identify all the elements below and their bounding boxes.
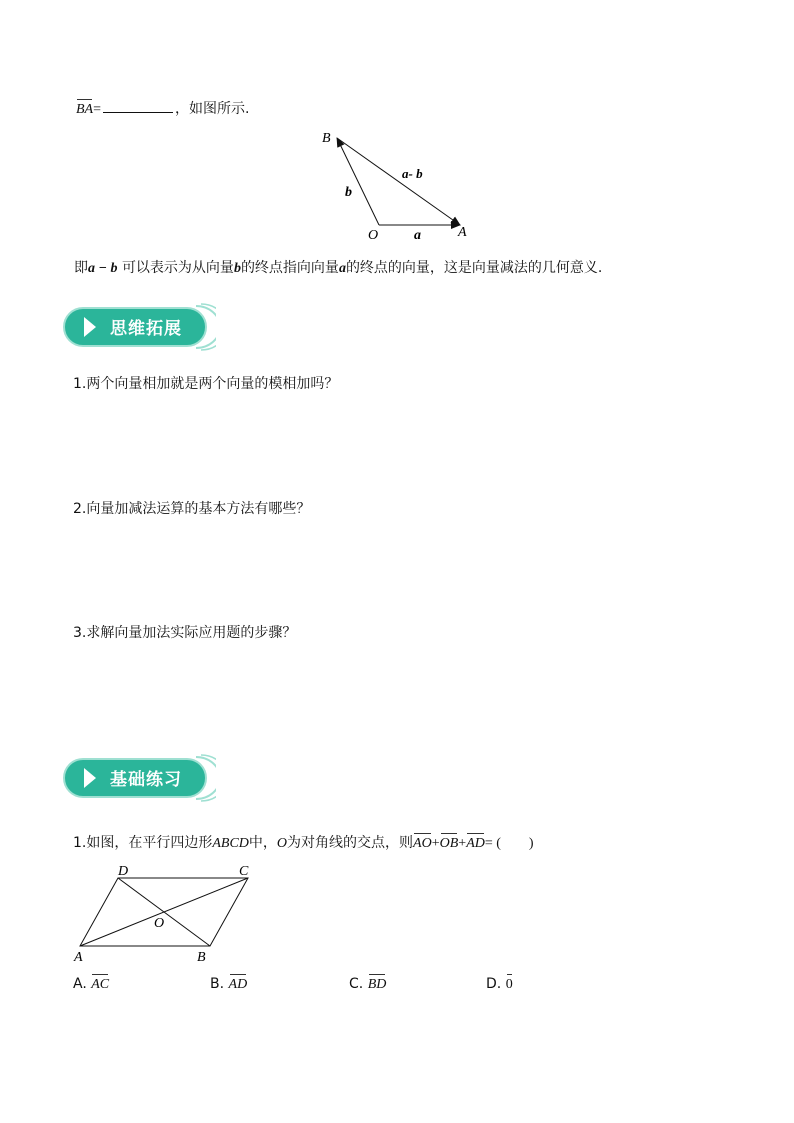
exercise-1-stem bbox=[73, 832, 534, 852]
thinking-question-1: 1.两个向量相加就是两个向量的模相加吗？ bbox=[73, 376, 339, 392]
answer-blank bbox=[103, 100, 173, 113]
intro-line bbox=[76, 98, 249, 118]
meaning-part1: 可以表示为从向量 bbox=[121, 260, 234, 276]
vector-a-minus-b-label: a- b bbox=[402, 166, 423, 181]
point-b-label: B bbox=[322, 131, 331, 146]
thinking-question-2: 2.向量加减法运算的基本方法有哪些？ bbox=[73, 501, 311, 517]
vector-a-label: a bbox=[414, 228, 421, 243]
thinking-question-3: 3.求解向量加法实际应用题的步骤？ bbox=[73, 625, 297, 641]
point-o-label: O bbox=[154, 916, 165, 931]
vector-subtraction-figure bbox=[318, 126, 478, 244]
option-a[interactable] bbox=[73, 976, 109, 993]
meaning-vec-a: a bbox=[338, 261, 346, 276]
vector-ao: AO bbox=[413, 836, 432, 851]
option-b-value: AD bbox=[228, 977, 248, 992]
meaning-part2: 的终点指向向量 bbox=[240, 260, 339, 276]
option-a-value: AC bbox=[91, 977, 110, 992]
option-b-letter: B. bbox=[210, 976, 225, 992]
section-title-basic: 基础练习 bbox=[110, 770, 182, 790]
meaning-prefix: 即 bbox=[74, 260, 88, 276]
point-b-label: B bbox=[197, 950, 206, 965]
stem-prefix: 1.如图，在平行四边形 bbox=[73, 835, 213, 851]
equals-sign: = bbox=[93, 102, 102, 117]
stem-expression bbox=[413, 836, 534, 851]
intro-suffix: ，如图所示. bbox=[175, 101, 250, 117]
point-o-label: O bbox=[368, 228, 379, 243]
stem-end: = ( ) bbox=[484, 836, 534, 851]
plus-1: + bbox=[431, 836, 440, 851]
section-banner-basic bbox=[62, 754, 216, 802]
vector-ob: OB bbox=[439, 836, 459, 851]
meaning-vec-b: b bbox=[233, 261, 241, 276]
option-b[interactable] bbox=[210, 976, 247, 993]
meaning-line bbox=[74, 257, 602, 277]
point-d-label: D bbox=[118, 864, 129, 879]
expr-a-minus-b: a − b bbox=[88, 261, 118, 276]
plus-2: + bbox=[458, 836, 467, 851]
option-c[interactable] bbox=[349, 976, 386, 993]
stem-mid: 中， bbox=[248, 835, 277, 851]
option-c-letter: C. bbox=[349, 976, 364, 992]
section-banner-thinking bbox=[62, 303, 216, 351]
parallelogram-figure bbox=[70, 860, 260, 966]
option-c-value: BD bbox=[367, 977, 387, 992]
option-a-letter: A. bbox=[73, 976, 87, 992]
vector-ba-line bbox=[337, 138, 460, 225]
point-c-label: C bbox=[239, 864, 249, 879]
section-title-thinking: 思维拓展 bbox=[110, 319, 182, 339]
vector-ad: AD bbox=[466, 836, 485, 851]
vector-ob-line bbox=[337, 138, 379, 225]
stem-point-o: O bbox=[276, 836, 288, 851]
option-d-value: 0 bbox=[505, 977, 513, 992]
option-d[interactable] bbox=[486, 976, 513, 993]
meaning-part3: 的终点的向量，这是向量减法的几何意义. bbox=[345, 260, 603, 276]
stem-mid2: 为对角线的交点，则 bbox=[287, 835, 414, 851]
point-a-label: A bbox=[74, 950, 83, 965]
vector-b-label: b bbox=[345, 185, 352, 200]
diagonal-bd bbox=[118, 878, 210, 946]
option-d-letter: D. bbox=[486, 976, 502, 992]
stem-parallelogram: ABCD bbox=[212, 836, 249, 851]
point-a-label: A bbox=[458, 225, 467, 240]
vector-ba: BA bbox=[76, 102, 94, 117]
